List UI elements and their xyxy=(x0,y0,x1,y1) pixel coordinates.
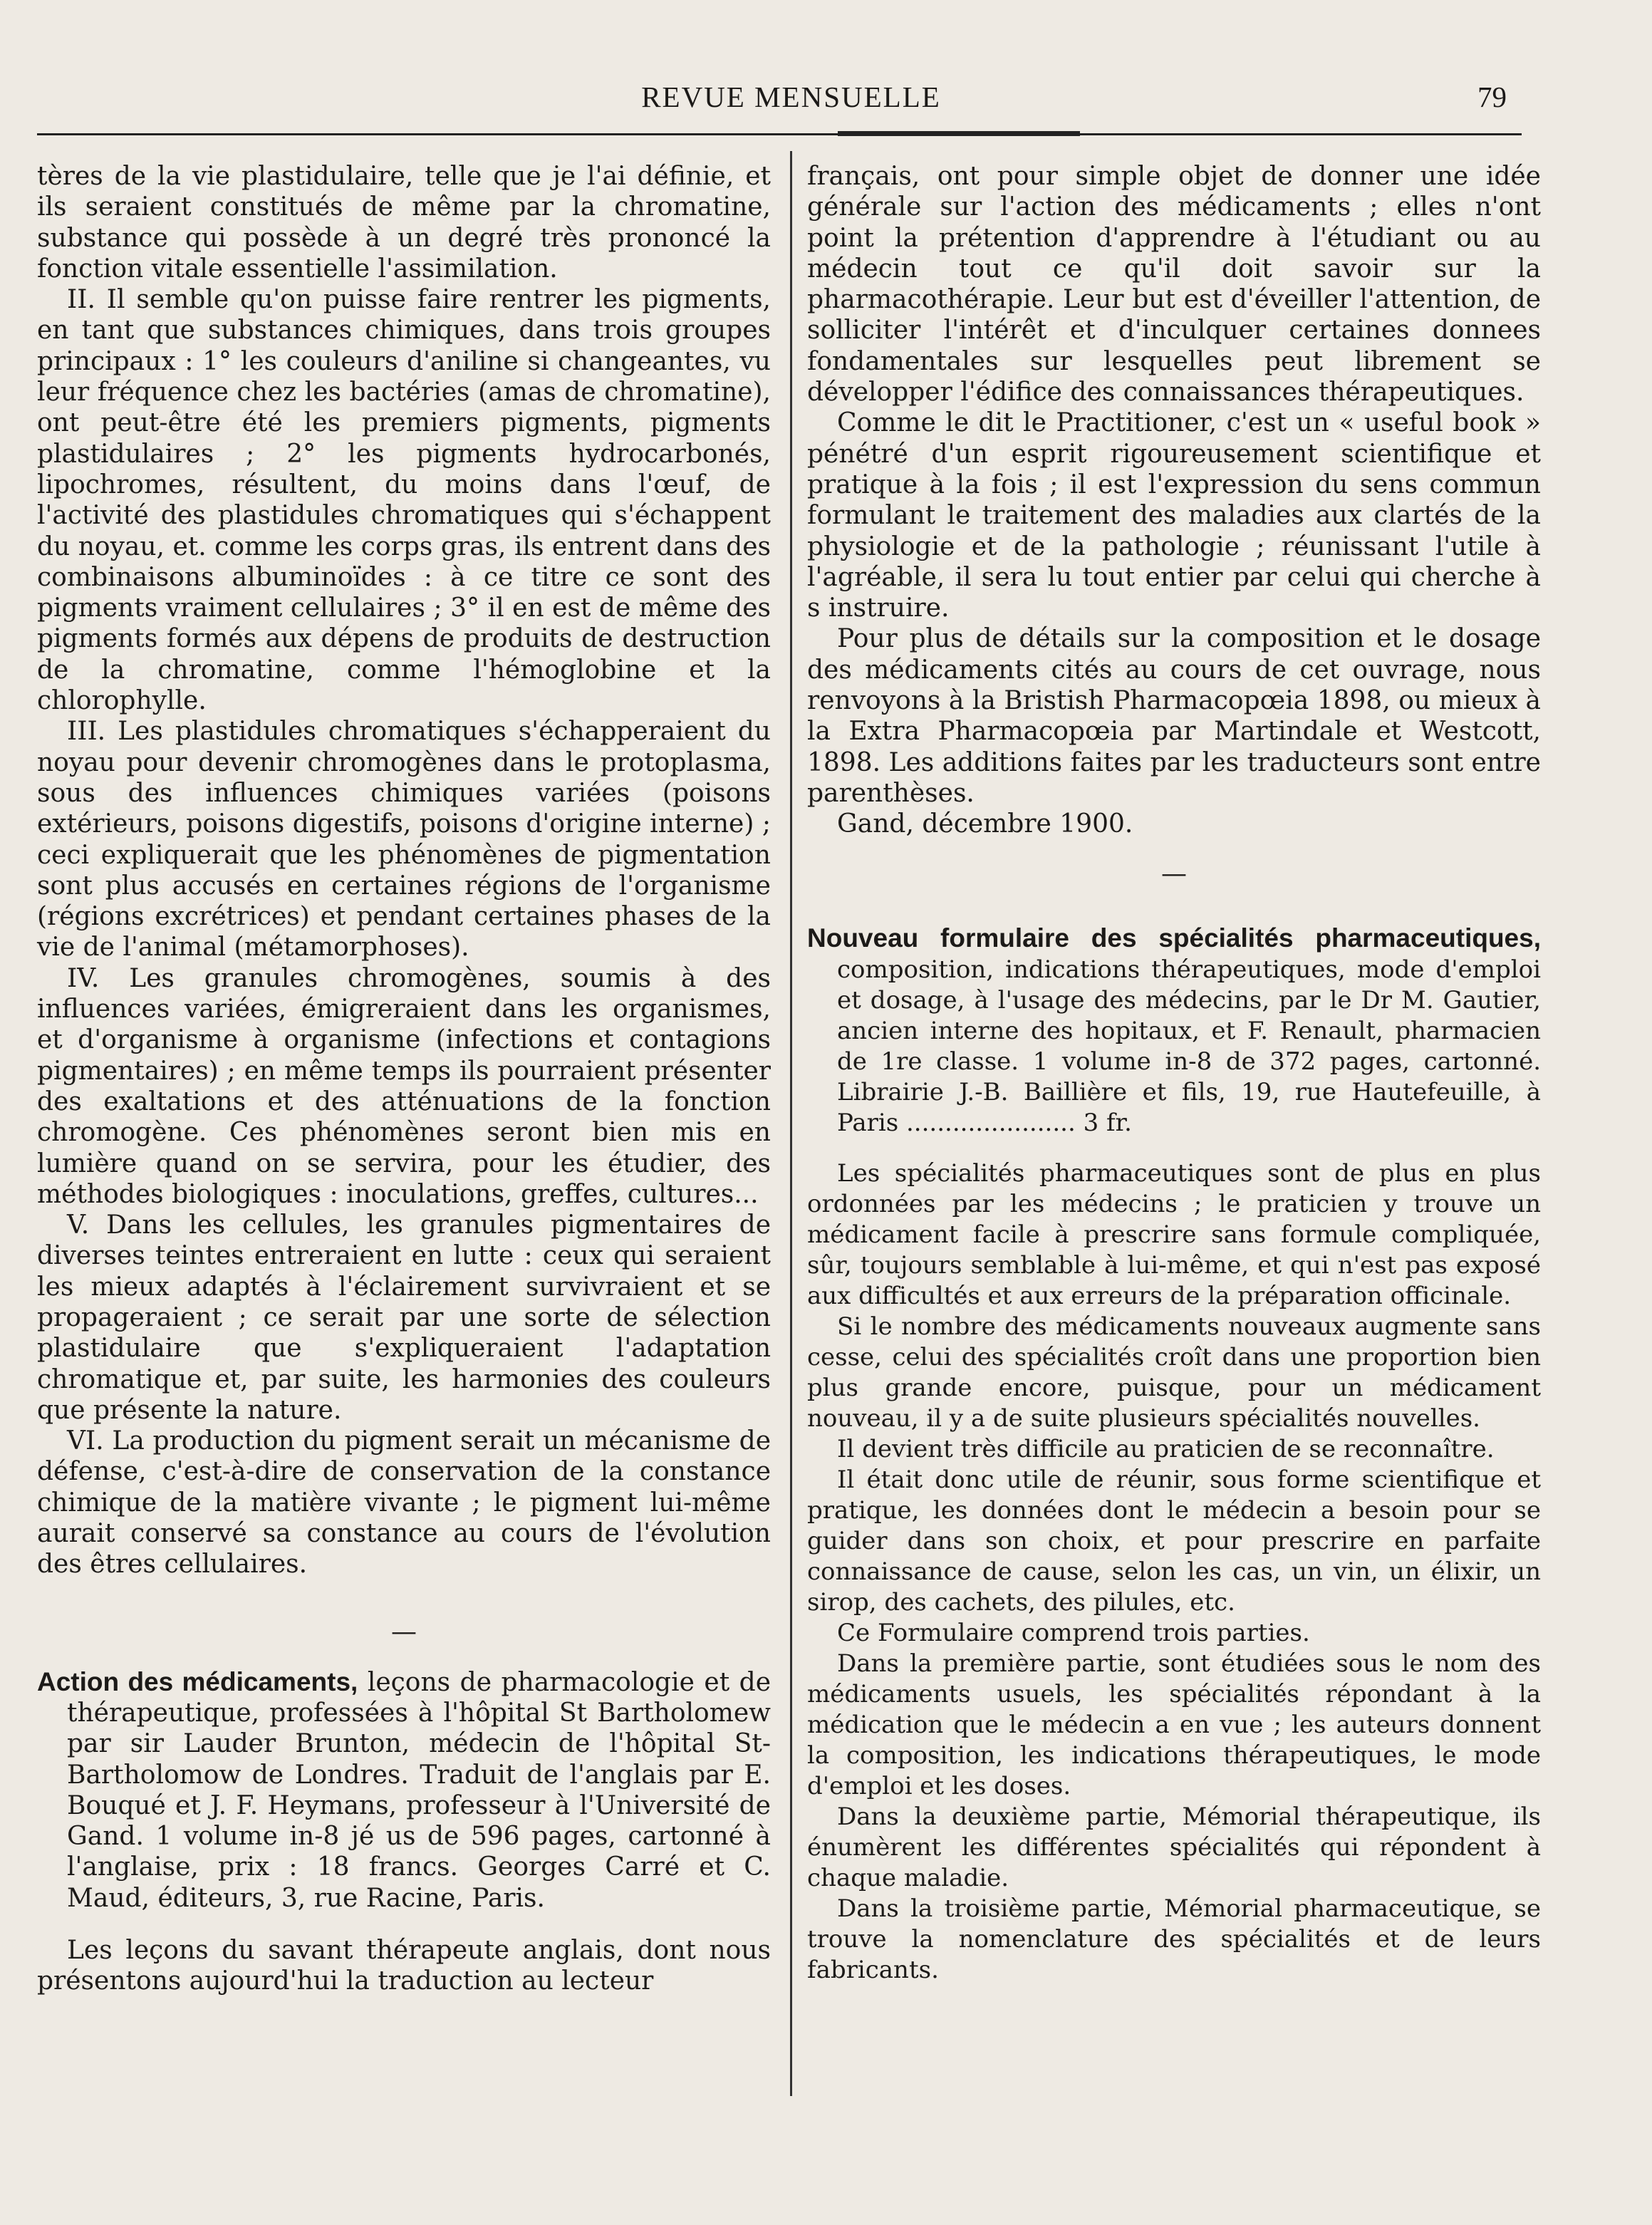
header-rule-thick xyxy=(838,131,1080,136)
book-entry-details: leçons de pharmacologie et de thérapeutique, professées à l'hôpital St Bartholomew par sir Lauder Brunton, médecin de l'hôpital St-Bartholomow de Londres. Traduit de l'anglais par E. Bouqué et J. F. Heymans, professeur à l'Université de Gand. 1 volume in-8 jé us de 596 pages, cartonné à l'anglaise, prix : 18 francs. Georges Carré et C. Maud, éditeurs, 3, rue Racine, Paris. xyxy=(67,1667,772,1913)
left-column xyxy=(37,161,771,1997)
paragraph-section-ii: II. Il semble qu'on puisse faire rentrer les pigments, en tant que substances chimiques, dans trois groupes principaux : 1° les couleurs d'aniline si changeantes, vu leur fréquence chez les bactéries (amas de chromatine), ont peut-être été les premiers pigments, pigments plastidulaires ; 2° les pigments hydrocarbonés, lipochromes, résultent, du moins dans l'œuf, de l'activité des plastidules chromatiques qui s'échappent du noyau, et. comme les corps gras, ils entrent dans des combinaisons albuminoïdes : à ce titre ce sont des pigments vraiment cellulaires ; 3° il en est de même des pigments formés aux dépens de produits de destruction de la chromatine, comme l'hémoglobine et la chlorophylle. xyxy=(37,285,771,716)
paragraph: Dans la deuxième partie, Mémorial thérapeutique, ils énumèrent les différentes spécialités qui répondent à chaque maladie. xyxy=(807,1802,1541,1892)
header-rule-right xyxy=(1080,133,1522,135)
page-number: 79 xyxy=(1477,81,1507,113)
paragraph: Les leçons du savant thérapeute anglais, dont nous présentons aujourd'hui la traduction au lecteur xyxy=(37,1936,771,1996)
right-column xyxy=(807,161,1541,1986)
book-entry-title: Action des médicaments, xyxy=(37,1666,358,1696)
paragraph: français, ont pour simple objet de donner une idée générale sur l'action des médicaments ; elles n'ont point la prétention d'apprendre à l'étudiant ou au médecin tout ce qu'il doit savoir sur la pharmacothérapie. Leur but est d'éveiller l'attention, de solliciter l'intérêt et d'inculquer certaines donnees fondamentales sur lesquelles peut librement se développer l'édifice des connaissances thérapeutiques. xyxy=(807,162,1541,408)
section-separator: — xyxy=(1161,859,1187,888)
header-rule-left xyxy=(37,133,838,135)
paragraph: Il devient très difficile au praticien de se reconnaître. xyxy=(837,1434,1495,1463)
paragraph-section-v: V. Dans les cellules, les granules pigmentaires de diverses teintes entreraient en lutte : ceux qui seraient les mieux adaptés à l'éclairement survivraient et se propageraient ; ce serait par une sorte de sélection plastidulaire que s'expliqueraient l'adaptation chromatique et, par suite, les harmonies des couleurs que présente la nature. xyxy=(37,1210,771,1425)
running-title: REVUE MENSUELLE xyxy=(641,81,941,113)
paragraph: Dans la première partie, sont étudiées sous le nom des médicaments usuels, les spécialités répondant à la médication que le médecin a en vue ; les auteurs donnent la composition, les indications thérapeutiques, le mode d'emploi et les doses. xyxy=(807,1649,1541,1800)
paragraph-section-iii: III. Les plastidules chromatiques s'échapperaient du noyau pour devenir chromogènes dans le protoplasma, sous des influences chimiques variées (poisons extérieurs, poisons digestifs, poisons d'origine interne) ; ceci expliquerait que les phénomènes de pigmentation sont plus accusés en certaines régions de l'organisme (régions excrétrices) et pendant certaines phases de la vie de l'animal (métamorphoses). xyxy=(37,717,771,963)
book-entry xyxy=(37,1666,771,1914)
page-header xyxy=(34,80,1548,123)
section-separator: — xyxy=(391,1617,417,1646)
paragraph: Les spécialités pharmaceutiques sont de plus en plus ordonnées par les médecins ; le praticien y trouve un médicament facile à prescrire sans formule compliquée, sûr, toujours semblable à lui-même, et qui n'est pas exposé aux difficultés et aux erreurs de la préparation officinale. xyxy=(807,1158,1541,1310)
dateline: Gand, décembre 1900. xyxy=(837,809,1133,839)
book-entry xyxy=(807,923,1541,1139)
paragraph: Pour plus de détails sur la composition et le dosage des médicaments cités au cours de cet ouvrage, nous renvoyons à la Bristish Pharmacopœia 1898, ou mieux à la Extra Pharmacopœia par Martindale et Westcott, 1898. Les additions faites par les traducteurs sont entre parenthèses. xyxy=(807,624,1541,808)
paragraph: Il était donc utile de réunir, sous forme scientifique et pratique, les données dont le médecin a besoin pour se guider dans son choix, et pour prescrire en parfaite connaissance de cause, selon les cas, un vin, un élixir, un sirop, des cachets, des pilules, etc. xyxy=(807,1465,1541,1617)
column-divider xyxy=(790,151,792,2096)
paragraph-section-iv: IV. Les granules chromogènes, soumis à des influences variées, émigreraient dans les organismes, et d'organisme à organisme (infections et contagions pigmentaires) ; en même temps ils pourraient présenter des exaltations et des atténuations de la fonction chromogène. Ces phénomènes seront bien mis en lumière quand on se servira, pour les étudier, des méthodes biologiques : inoculations, greffes, cultures... xyxy=(37,963,771,1209)
book-entry-details: composition, indications thérapeutiques, mode d'emploi et dosage, à l'usage des médecins, par le Dr M. Gautier, ancien interne des hopitaux, et F. Renault, pharmacien de 1re classe. 1 volume in-8 de 372 pages, cartonné. Librairie J.-B. Baillière et fils, 19, rue Hautefeuille, à Paris ...................... 3 fr. xyxy=(837,955,1541,1137)
paragraph: Comme le dit le Practitioner, c'est un « useful book » pénétré d'un esprit rigoureusement scientifique et pratique à la fois ; il est l'expression du sens commun formulant le traitement des maladies aux clartés de la physiologie et de la pathologie ; réunissant l'utile à l'agréable, il sera lu tout entier par celui qui cherche à s instruire. xyxy=(807,408,1541,623)
paragraph: Si le nombre des médicaments nouveaux augmente sans cesse, celui des spécialités croît dans une proportion bien plus grande encore, puisque, pour un médicament nouveau, il y a de suite plusieurs spécialités nouvelles. xyxy=(807,1312,1541,1433)
book-entry-title: Nouveau formulaire des spécialités pharmaceutiques, xyxy=(807,923,1541,953)
paragraph: Ce Formulaire comprend trois parties. xyxy=(837,1618,1310,1647)
paragraph: Dans la troisième partie, Mémorial pharmaceutique, se trouve la nomenclature des spécialités et de leurs fabricants. xyxy=(807,1894,1541,1984)
paragraph-section-vi: VI. La production du pigment serait un mécanisme de défense, c'est-à-dire de conservation de la constance chimique de la matière vivante ; le pigment lui-même aurait conservé sa constance au cours de l'évolution des êtres cellulaires. xyxy=(37,1426,771,1580)
paragraph: tères de la vie plastidulaire, telle que je l'ai définie, et ils seraient constitués de même par la chromatine, substance qui possède à un degré très prononcé la fonction vitale essentielle l'assimilation. xyxy=(37,162,771,284)
